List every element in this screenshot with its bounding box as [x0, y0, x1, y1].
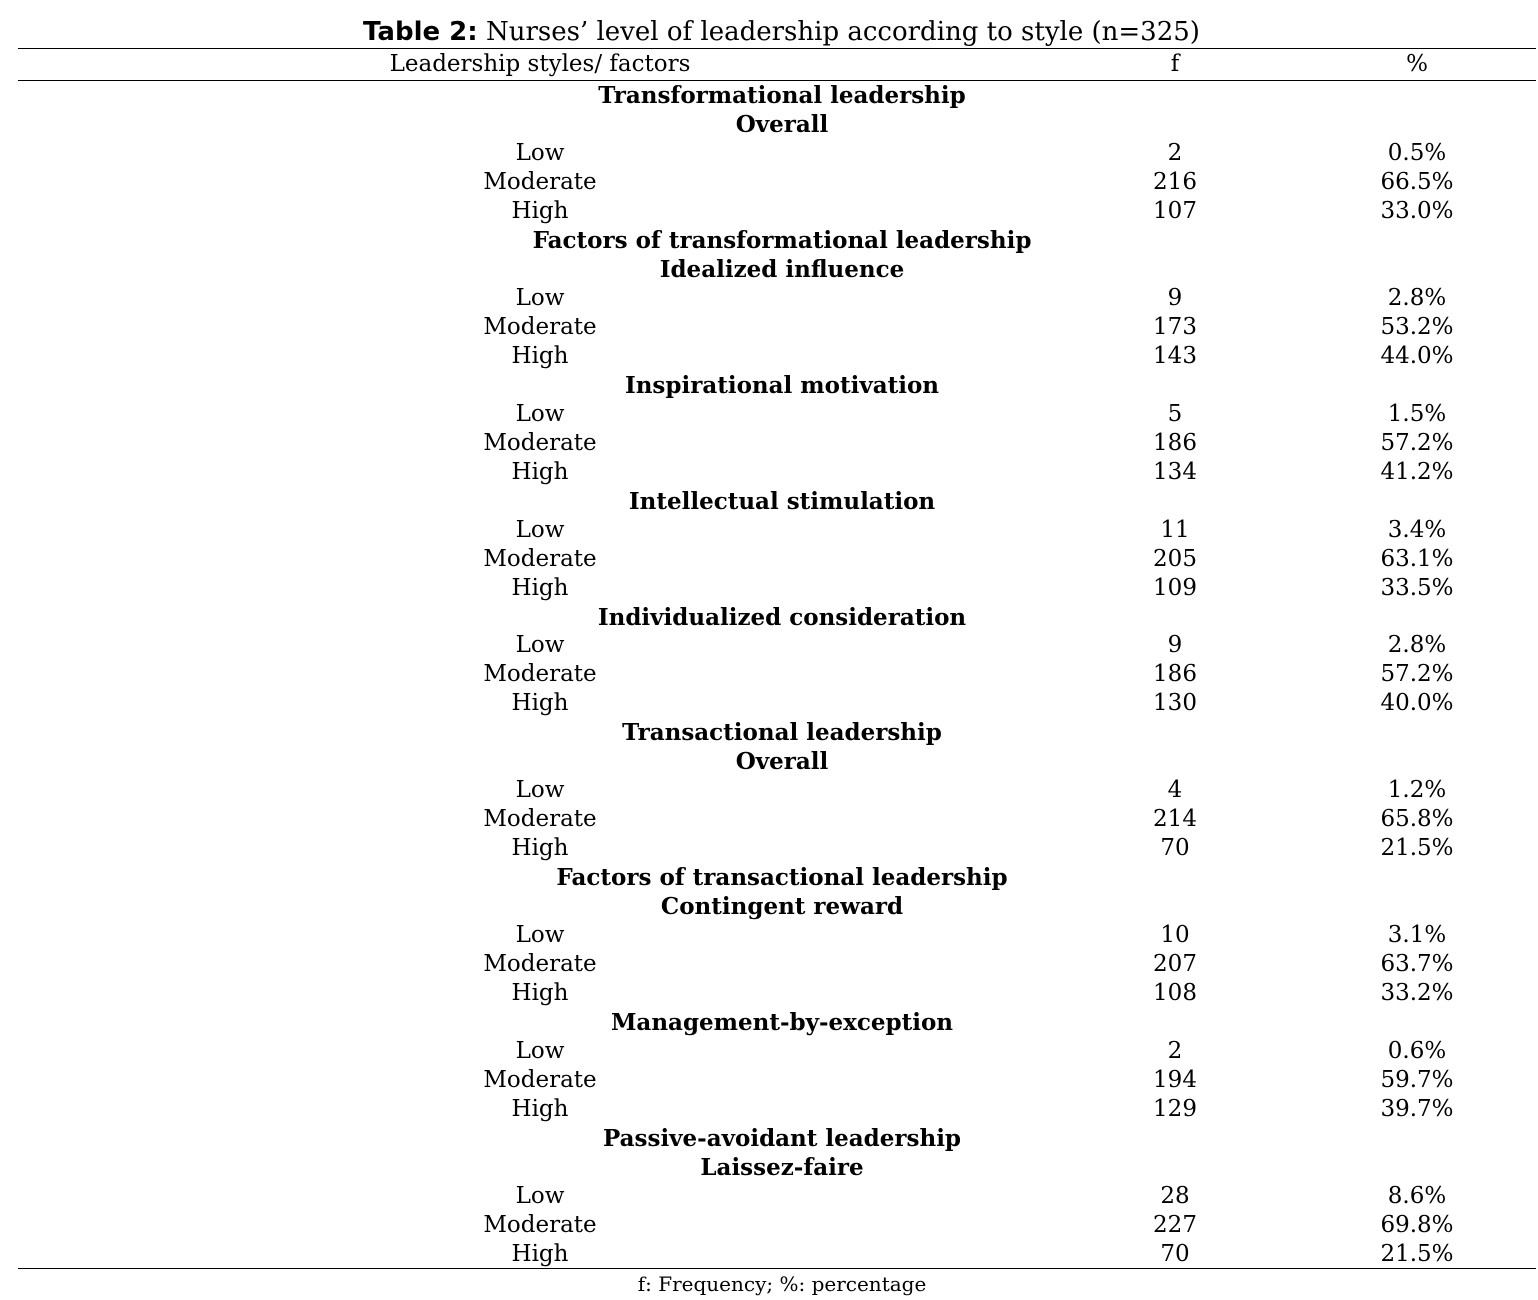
section-heading: Transactional leadership: [622, 719, 942, 747]
section-heading: Overall: [735, 748, 829, 776]
percentage-value: 57.2%: [1380, 661, 1454, 688]
percentage-value: 66.5%: [1380, 168, 1454, 195]
frequency-value: 9: [1167, 632, 1183, 659]
frequency-value: 143: [1153, 342, 1197, 369]
percentage-value: 59.7%: [1380, 1067, 1454, 1093]
level-label: High: [511, 342, 569, 369]
frequency-value: 2: [1167, 1038, 1183, 1064]
section-heading: Idealized influence: [659, 255, 905, 283]
frequency-value: 2: [1167, 139, 1183, 166]
bottom-rule: [18, 1268, 1536, 1269]
table-row: [0, 168, 1538, 197]
section-heading: Factors of transformational leadership: [532, 226, 1032, 254]
table-footnote: f: Frequency; %: percentage: [637, 1272, 927, 1296]
table-row: [0, 458, 1538, 487]
table-row: [0, 1182, 1538, 1211]
percentage-value: 21.5%: [1380, 1240, 1454, 1267]
percentage-value: 2.8%: [1387, 632, 1447, 659]
table-row: [0, 1211, 1538, 1240]
header-frequency: f: [1170, 51, 1180, 77]
header-leadership-styles: Leadership styles/ factors: [389, 51, 691, 77]
level-label: Moderate: [483, 168, 597, 195]
table-header-row: [0, 50, 1538, 79]
section-heading-row: [0, 255, 1538, 284]
percentage-value: 69.8%: [1380, 1211, 1454, 1238]
table-row: [0, 574, 1538, 603]
level-label: Low: [515, 1038, 565, 1064]
table-row: [0, 197, 1538, 226]
percentage-value: 53.2%: [1380, 313, 1454, 340]
percentage-value: 57.2%: [1380, 429, 1454, 456]
frequency-value: 134: [1153, 458, 1197, 485]
level-label: Low: [515, 922, 565, 949]
frequency-value: 70: [1160, 1240, 1190, 1267]
table-row: [0, 139, 1538, 168]
level-label: Low: [515, 777, 565, 804]
level-label: High: [511, 458, 569, 485]
table-row: [0, 1095, 1538, 1124]
level-label: Low: [515, 284, 565, 311]
table-row: [0, 400, 1538, 429]
percentage-value: 21.5%: [1380, 835, 1454, 862]
section-heading-row: [0, 1008, 1538, 1037]
section-heading: Management-by-exception: [610, 1009, 954, 1036]
frequency-value: 108: [1153, 980, 1197, 1007]
level-label: High: [511, 574, 569, 601]
table-caption: [0, 16, 1538, 48]
frequency-value: 107: [1153, 197, 1197, 224]
percentage-value: 39.7%: [1380, 1095, 1454, 1122]
percentage-value: 65.8%: [1380, 806, 1454, 833]
table-row: [0, 1066, 1538, 1095]
percentage-value: 0.5%: [1387, 139, 1447, 166]
percentage-value: 2.8%: [1387, 284, 1447, 311]
percentage-value: 0.6%: [1387, 1038, 1447, 1064]
frequency-value: 216: [1153, 168, 1197, 195]
frequency-value: 186: [1153, 429, 1197, 456]
percentage-value: 8.6%: [1387, 1182, 1447, 1209]
section-heading-row: [0, 1124, 1538, 1153]
frequency-value: 129: [1153, 1095, 1197, 1122]
percentage-value: 63.1%: [1380, 545, 1454, 572]
table-row: [0, 429, 1538, 458]
percentage-value: 1.2%: [1387, 777, 1447, 804]
section-heading-row: [0, 371, 1538, 400]
frequency-value: 207: [1153, 951, 1197, 978]
frequency-value: 214: [1153, 806, 1197, 833]
level-label: High: [511, 980, 569, 1007]
frequency-value: 194: [1153, 1067, 1197, 1093]
level-label: High: [511, 690, 569, 717]
level-label: Low: [515, 1182, 565, 1209]
table-row: [0, 516, 1538, 545]
top-rule: [18, 48, 1536, 49]
level-label: Moderate: [483, 806, 597, 833]
section-heading: Laissez-faire: [700, 1153, 864, 1181]
table-row: [0, 1037, 1538, 1066]
percentage-value: 33.0%: [1380, 197, 1454, 224]
section-heading-row: [0, 487, 1538, 516]
section-heading-row: [0, 603, 1538, 632]
frequency-value: 173: [1153, 313, 1197, 340]
frequency-value: 130: [1153, 690, 1197, 717]
frequency-value: 10: [1160, 922, 1190, 949]
table-row: [0, 805, 1538, 834]
section-heading: Inspirational motivation: [624, 371, 940, 399]
table-row: [0, 284, 1538, 313]
level-label: Moderate: [483, 661, 597, 688]
level-label: High: [511, 1095, 569, 1122]
percentage-value: 33.2%: [1380, 980, 1454, 1007]
level-label: Moderate: [483, 1067, 597, 1093]
percentage-value: 63.7%: [1380, 951, 1454, 978]
level-label: High: [511, 1240, 569, 1267]
level-label: Moderate: [483, 313, 597, 340]
section-heading: Overall: [735, 111, 829, 138]
percentage-value: 3.1%: [1387, 922, 1447, 949]
frequency-value: 70: [1160, 835, 1190, 862]
table-row: [0, 776, 1538, 805]
percentage-value: 41.2%: [1380, 458, 1454, 485]
frequency-value: 9: [1167, 284, 1183, 311]
section-heading: Factors of transactional leadership: [556, 864, 1008, 892]
frequency-value: 11: [1160, 516, 1190, 543]
frequency-value: 186: [1153, 661, 1197, 688]
table-row: [0, 950, 1538, 979]
section-heading: Passive-avoidant leadership: [602, 1124, 962, 1152]
frequency-value: 28: [1160, 1182, 1190, 1209]
section-heading-row: [0, 226, 1538, 255]
frequency-value: 5: [1167, 400, 1183, 427]
section-heading-row: [0, 892, 1538, 921]
section-heading-row: [0, 110, 1538, 139]
section-heading-row: [0, 81, 1538, 110]
table-row: [0, 342, 1538, 371]
percentage-value: 1.5%: [1387, 400, 1447, 427]
frequency-value: 109: [1153, 574, 1197, 601]
table-caption-label: Table 2:: [363, 17, 478, 47]
section-heading-row: [0, 863, 1538, 892]
section-heading: Transformational leadership: [598, 82, 966, 109]
section-heading-row: [0, 1153, 1538, 1182]
level-label: Moderate: [483, 951, 597, 978]
level-label: Low: [515, 516, 565, 543]
table-row: [0, 921, 1538, 950]
table-row: [0, 631, 1538, 660]
frequency-value: 4: [1167, 777, 1183, 804]
frequency-value: 227: [1153, 1211, 1197, 1238]
table-caption-text: Nurses’ level of leadership according to style (n=325): [485, 17, 1200, 47]
section-heading: Intellectual stimulation: [628, 487, 936, 515]
table-row: [0, 979, 1538, 1008]
percentage-value: 33.5%: [1380, 574, 1454, 601]
table-row: [0, 1240, 1538, 1269]
percentage-value: 40.0%: [1380, 690, 1454, 717]
level-label: Low: [515, 139, 565, 166]
level-label: Low: [515, 400, 565, 427]
level-label: High: [511, 197, 569, 224]
frequency-value: 205: [1153, 545, 1197, 572]
section-heading: Individualized consideration: [597, 603, 967, 631]
section-heading-row: [0, 747, 1538, 776]
header-percentage: %: [1406, 51, 1428, 77]
table-row: [0, 545, 1538, 574]
section-heading: Contingent reward: [660, 893, 904, 921]
section-heading-row: [0, 718, 1538, 747]
level-label: High: [511, 835, 569, 862]
level-label: Moderate: [483, 545, 597, 572]
table-row: [0, 689, 1538, 718]
level-label: Moderate: [483, 429, 597, 456]
level-label: Low: [515, 632, 565, 659]
percentage-value: 44.0%: [1380, 342, 1454, 369]
percentage-value: 3.4%: [1387, 516, 1447, 543]
table-row: [0, 834, 1538, 863]
level-label: Moderate: [483, 1211, 597, 1238]
table-row: [0, 660, 1538, 689]
table-row: [0, 313, 1538, 342]
